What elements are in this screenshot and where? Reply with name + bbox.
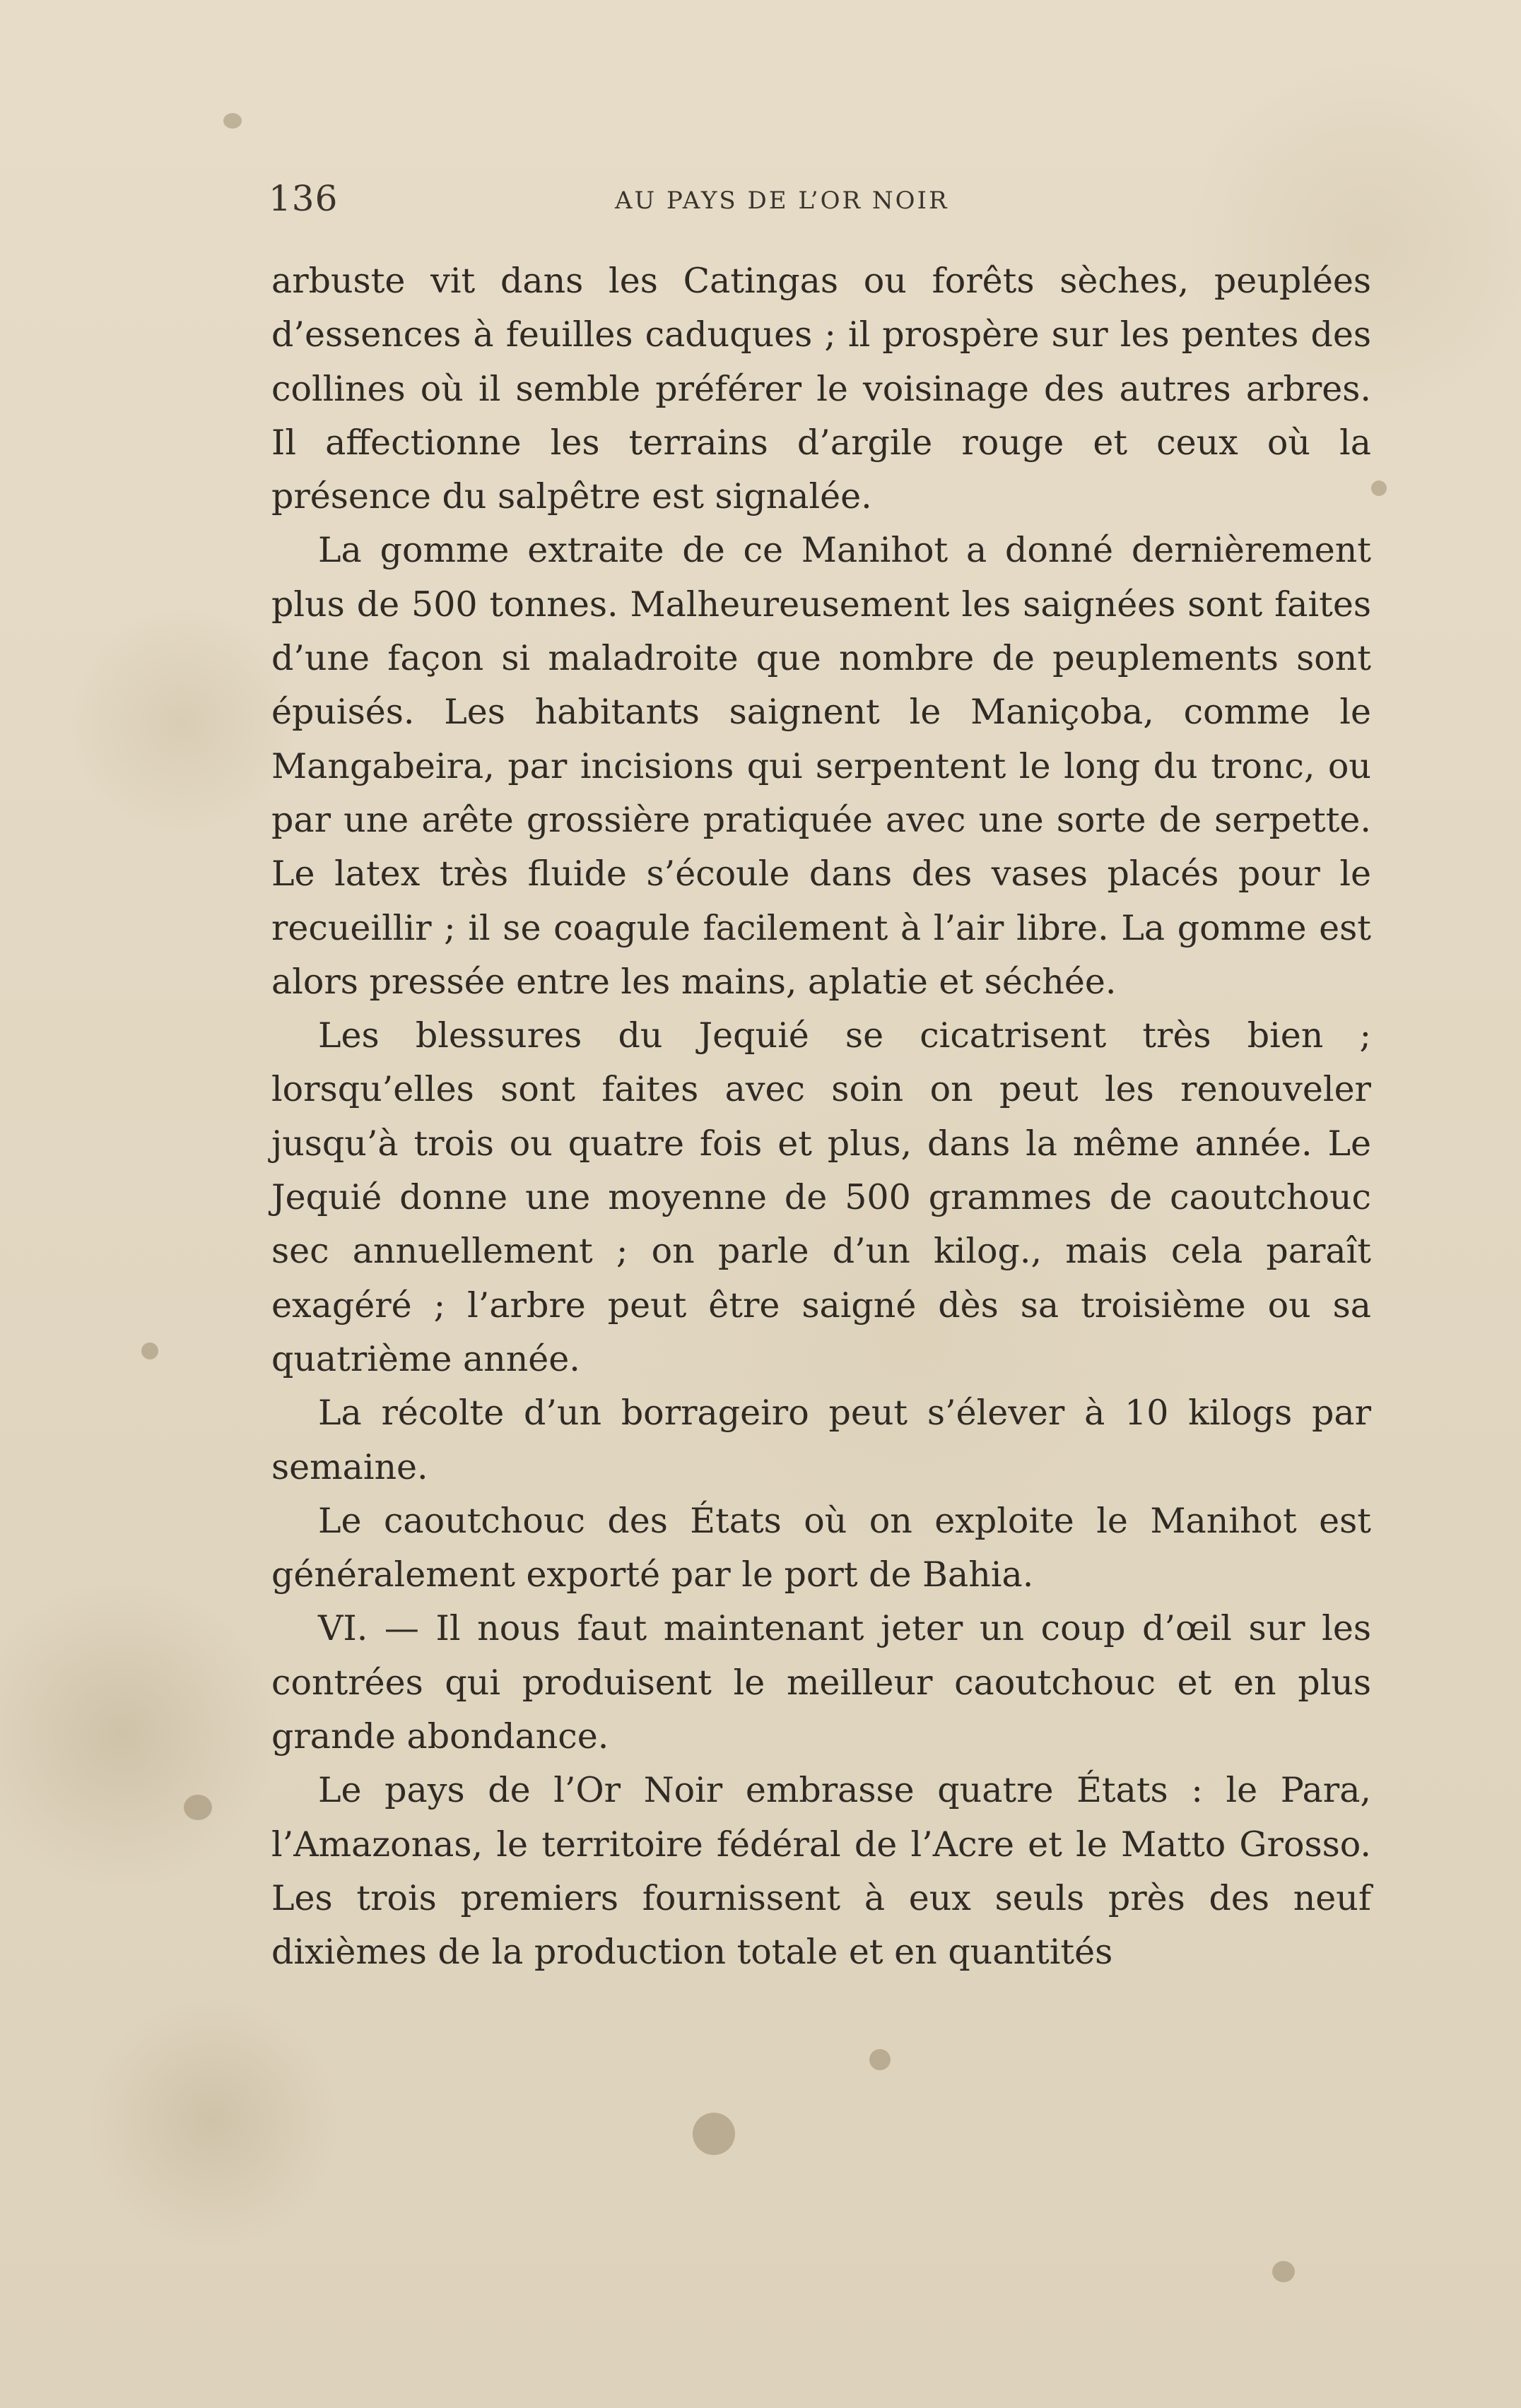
paragraph: La gomme extraite de ce Manihot a donné dernièrement plus de 500 tonnes. Malheureusement les saignées sont faites d’une façon si maladroite que nombre de peuplements sont épuisés. Les habitants saignent le Maniçoba, comme le Mangabeira, par incisions qui serpentent le long du tronc, ou par une arête grossière pratiquée avec une sorte de serpette. Le latex très fluide s’écoule dans des vases placés pour le recueillir ; il se coagule facilement à l’air libre. La gomme est alors pressée entre les mains, aplatie et séchée. xyxy=(271,530,1371,1002)
running-title: AU PAYS DE L’OR NOIR xyxy=(615,187,949,215)
page-header xyxy=(269,178,1371,228)
paragraph: Les blessures du Jequié se cicatrisent très bien ; lorsqu’elles sont faites avec soin on peut les renouveler jusqu’à trois ou quatre fois et plus, dans la même année. Le Jequié donne une moyenne de 500 grammes de caoutchouc sec annuellement ; on parle d’un kilog., mais cela paraît exagéré ; l’arbre peut être saigné dès sa troisième ou sa quatrième année. xyxy=(271,1015,1371,1379)
foxing-spot xyxy=(184,1795,212,1820)
paragraph: arbuste vit dans les Catingas ou forêts sèches, peuplées d’essences à feuilles caduques ; il prospère sur les pentes des collines où il semble préférer le voisinage des autres arbres. Il affectionne les terrains d’argile rouge et ceux où la présence du salpêtre est signalée. xyxy=(271,261,1371,517)
foxing-spot xyxy=(1272,2261,1295,2282)
paragraph: La récolte d’un borrageiro peut s’élever à 10 kilogs par semaine. xyxy=(271,1393,1371,1487)
foxing-spot xyxy=(1371,480,1387,496)
foxing-spot xyxy=(869,2049,891,2070)
foxing-spot xyxy=(693,2113,735,2155)
paragraph: VI. — Il nous faut maintenant jeter un coup d’œil sur les contrées qui produisent le meilleur caoutchouc et en plus grande abondance. xyxy=(271,1608,1371,1757)
page-number: 136 xyxy=(269,178,339,219)
paragraph: Le caoutchouc des États où on exploite le Manihot est généralement exporté par le port de Bahia. xyxy=(271,1500,1371,1595)
paragraph: Le pays de l’Or Noir embrasse quatre États : le Para, l’Amazonas, le territoire fédéral de l’Acre et le Matto Grosso. Les trois premiers fournissent à eux seuls près des neuf dixièmes de la production totale et en quantités xyxy=(271,1770,1371,1973)
foxing-spot xyxy=(223,113,242,129)
body-text xyxy=(271,254,1371,1980)
foxing-spot xyxy=(141,1342,158,1359)
